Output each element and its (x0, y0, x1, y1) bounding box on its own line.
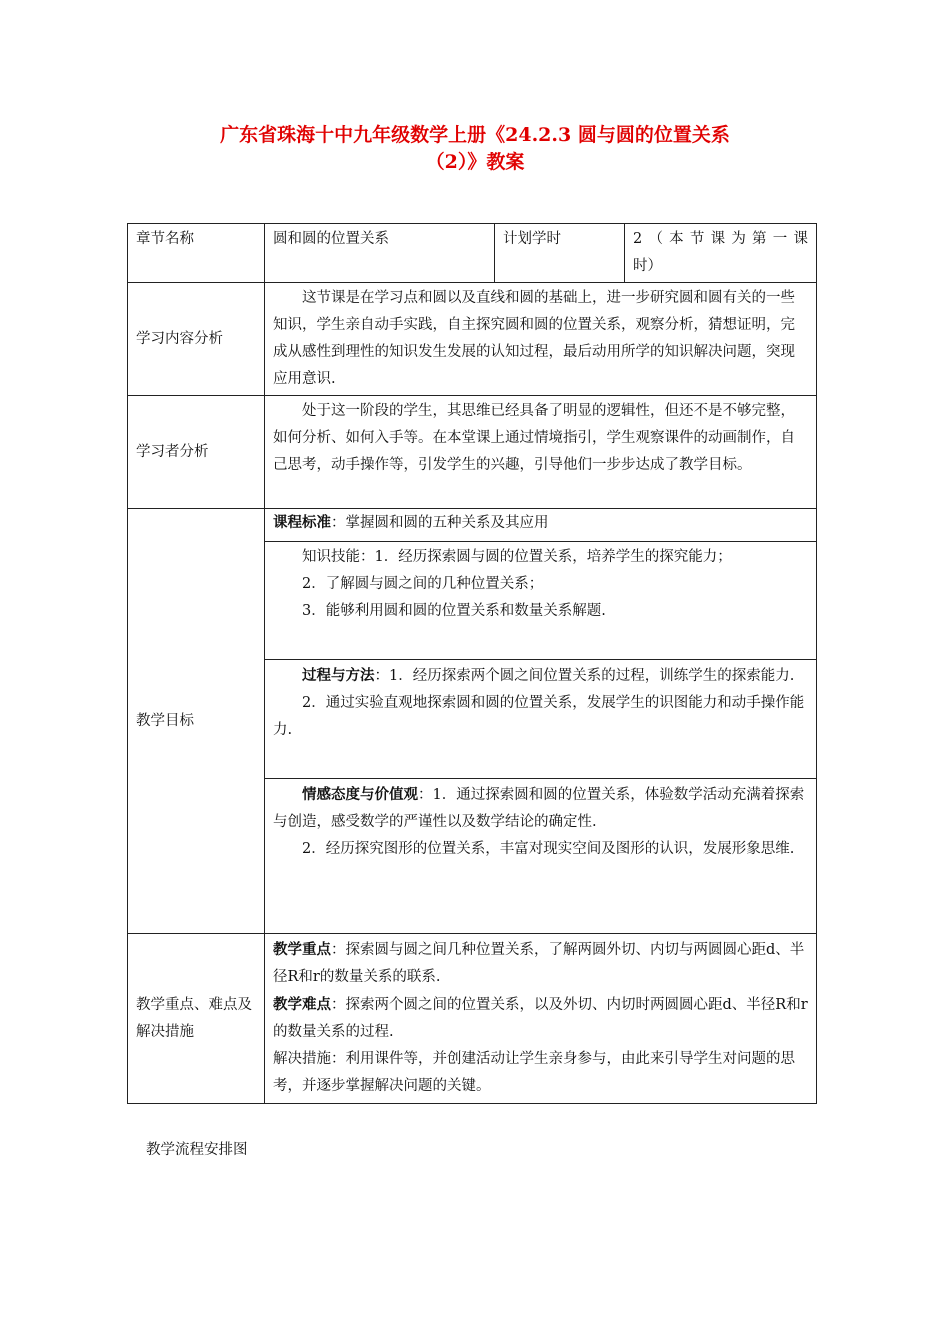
teaching-difficulty-text: ：探索两个圆之间的位置关系，以及外切、内切时两圆圆心距d、半径R和r的数量关系的过程. (273, 997, 808, 1040)
lesson-plan-table (127, 223, 817, 1104)
course-standard-label: 课程标准 (273, 514, 331, 531)
process-section (265, 659, 816, 774)
emotion-item-2: 2．经历探究图形的位置关系，丰富对现实空间及图形的认识，发展形象思维. (302, 841, 795, 857)
emotion-text-1: ：1．通过探索圆和圆的位置关系，体验数学活动充满着探索与创造，感受数学的严谨性以及数学结论的确定性. (273, 787, 805, 830)
learner-analysis-text: 处于这一阶段的学生，其思维已经具备了明显的逻辑性，但还不是不够完整，如何分析、如何入手等。在本堂课上通过情境指引，学生观察课件的动画制作，自己思考，动手操作等，引发学生的兴趣，引导他们一步步达成了教学目标。 (273, 403, 795, 473)
planned-hours-label: 计划学时 (495, 224, 625, 283)
course-standard-text: ：掌握圆和圆的五种关系及其应用 (331, 515, 549, 531)
process-item-1 (273, 662, 808, 690)
document-title (120, 122, 830, 176)
teaching-focus-text: ：探索圆与圆之间几种位置关系，了解两圆外切、内切与两圆圆心距d、半径R和r的数量关系的联系. (273, 942, 805, 985)
planned-hours-value (625, 224, 817, 283)
key-points-label: 教学重点、难点及解决措施 (128, 934, 265, 1104)
teaching-focus-label: 教学重点 (273, 941, 331, 958)
emotion-item-1 (273, 781, 808, 836)
solution-measures: 解决措施：利用课件等，并创建活动让学生亲身参与，由此来引导学生对问题的思考，并逐步掌握解决问题的关键。 (273, 1051, 795, 1094)
emotion-label: 情感态度与价值观 (302, 786, 418, 803)
teaching-flow-heading: 教学流程安排图 (146, 1142, 248, 1158)
objectives-label: 教学目标 (128, 509, 265, 934)
teaching-focus (273, 936, 808, 991)
knowledge-item-3: 3．能够利用圆和圆的位置关系和数量关系解题. (302, 603, 606, 619)
process-item-2: 2．通过实验直观地探索圆和圆的位置关系，发展学生的识图能力和动手操作能力. (273, 695, 805, 738)
content-analysis-label: 学习内容分析 (128, 283, 265, 396)
title-line-2: （2）》教案 (425, 151, 525, 173)
learner-analysis-cell (265, 396, 817, 509)
table-row (128, 224, 817, 283)
knowledge-section (265, 541, 816, 655)
content-analysis-text: 这节课是在学习点和圆以及直线和圆的基础上，进一步研究圆和圆有关的一些知识，学生亲自动手实践，自主探究圆和圆的位置关系，观察分析，猜想证明，完成从感性到理性的知识发生发展的认知过程，最后动用所学的知识解决问题，突现应用意识. (273, 290, 795, 387)
emotion-section (265, 778, 816, 893)
key-points-cell (265, 934, 817, 1104)
hours-line-2: 时） (633, 258, 662, 274)
objectives-cell (265, 509, 817, 934)
chapter-name-value: 圆和圆的位置关系 (265, 224, 495, 283)
table-row (128, 934, 817, 1104)
teaching-difficulty (273, 991, 808, 1046)
course-standard (273, 509, 808, 537)
process-label: 过程与方法 (302, 667, 375, 684)
learner-analysis-label: 学习者分析 (128, 396, 265, 509)
knowledge-item-1: 知识技能：1．经历探索圆与圆的位置关系，培养学生的探究能力； (302, 549, 732, 565)
hours-line-1: 2（本节课为第一课 (633, 231, 808, 247)
chapter-name-label: 章节名称 (128, 224, 265, 283)
teaching-difficulty-label: 教学难点 (273, 996, 331, 1013)
table-row (128, 396, 817, 509)
title-line-1: 广东省珠海十中九年级数学上册《24.2.3 圆与圆的位置关系 (220, 124, 730, 146)
table-row (128, 509, 817, 934)
knowledge-item-2: 2．了解圆与圆之间的几种位置关系； (302, 576, 544, 592)
content-analysis-cell (265, 283, 817, 396)
process-text-1: ：1．经历探索两个圆之间位置关系的过程，训练学生的探索能力. (374, 668, 795, 684)
table-row (128, 283, 817, 396)
